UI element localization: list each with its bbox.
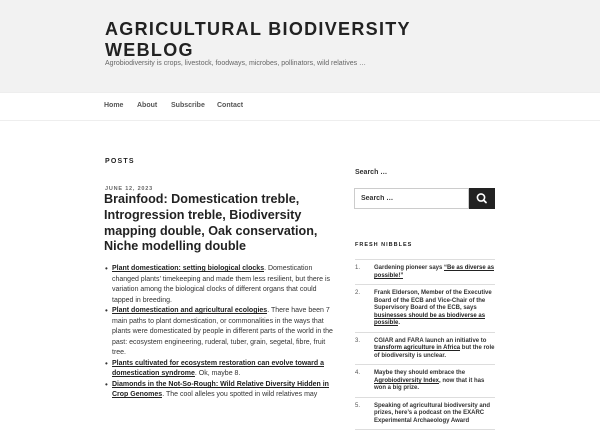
nibble-text: Speaking of agricultural biodiversity and prizes, here’s a podcast on the EXARC Experimental Archaeology Award xyxy=(374,403,490,424)
nibble-number: 1. xyxy=(355,265,360,273)
post-date[interactable]: JUNE 12, 2023 xyxy=(105,186,153,192)
fresh-nibbles-list xyxy=(355,259,495,430)
nibble-text: CGIAR and FARA launch an initiative to xyxy=(374,338,486,344)
nav-item-contact[interactable]: Contact xyxy=(217,102,243,109)
nibble-text: Maybe they should embrace the xyxy=(374,370,465,376)
post-item-text: . The cool alleles you spotted in wild relatives may xyxy=(162,391,317,398)
post-item-text: . Ok, maybe 8. xyxy=(195,370,241,377)
search-label: Search … xyxy=(355,169,387,176)
fresh-nibbles-title: FRESH NIBBLES xyxy=(355,242,412,248)
bullet-icon: • xyxy=(105,264,108,275)
nibble-text-after: . xyxy=(398,320,400,326)
search-button[interactable] xyxy=(469,188,495,209)
bullet-icon: • xyxy=(105,306,108,317)
list-item xyxy=(112,380,334,401)
nibble-text-after: , now that it has won a big prize. xyxy=(374,378,484,392)
list-item xyxy=(112,264,334,306)
nav-item-home[interactable]: Home xyxy=(104,102,123,109)
nibble-link[interactable]: Agrobiodiversity Index xyxy=(374,378,439,384)
post-title[interactable]: Brainfood: Domestication treble, Introgression treble, Biodiversity mapping double, Oak conservation, Niche modelling double xyxy=(104,192,334,255)
list-item xyxy=(112,306,334,359)
posts-heading: POSTS xyxy=(105,158,135,165)
post-item-link[interactable]: Diamonds in the Not-So-Rough: Wild Relative Diversity Hidden in Crop Genomes xyxy=(112,381,329,399)
list-item xyxy=(355,285,495,333)
list-item xyxy=(355,365,495,398)
post-item-text: . Domestication changed plants’ timekeeping and made them less resilient, but there is variation among the biological clocks of different organs that could tapped in breeding. xyxy=(112,265,330,304)
post-item-link[interactable]: Plants cultivated for ecosystem restoration can evolve toward a domestication syndrome xyxy=(112,360,324,378)
nibble-text-after: but the role of biodiversity is unclear. xyxy=(374,345,494,359)
bullet-icon: • xyxy=(105,380,108,391)
nibble-text: Gardening pioneer says xyxy=(374,265,444,271)
post-item-link[interactable]: Plant domestication and agricultural ecologies xyxy=(112,307,267,314)
nibble-number: 3. xyxy=(355,338,360,346)
nibble-link[interactable]: businesses should be as biodiverse as possible xyxy=(374,313,485,327)
site-header xyxy=(0,0,600,92)
search-input[interactable] xyxy=(354,188,469,209)
list-item xyxy=(355,333,495,366)
site-description: Agrobiodiversity is crops, livestock, foodways, microbes, pollinators, wild relatives … xyxy=(105,60,535,67)
bullet-icon: • xyxy=(105,359,108,370)
nibble-number: 2. xyxy=(355,290,360,298)
nav-item-subscribe[interactable]: Subscribe xyxy=(171,102,205,109)
post-item-text: . There have been 7 main paths to plant domestication, or commonalities in the ways that plants were domesticated by people in different parts of the world in the past: ecosystem engineering, ruderal, tuber, grain, segetal, fibre, fruit tree. xyxy=(112,307,333,356)
post-item-link[interactable]: Plant domestication: setting biological clocks xyxy=(112,265,264,272)
post-item-list xyxy=(112,264,334,401)
nibble-text: Frank Elderson, Member of the Executive Board of the ECB and Vice-Chair of the Supervisory Board of the ECB, says xyxy=(374,290,492,311)
nibble-number: 4. xyxy=(355,370,360,378)
nav-item-about[interactable]: About xyxy=(137,102,157,109)
list-item xyxy=(112,359,334,380)
list-item xyxy=(355,398,495,430)
nibble-number: 5. xyxy=(355,403,360,411)
main-navigation xyxy=(0,92,600,121)
nibble-link[interactable]: “Be as diverse as possible!” xyxy=(374,265,494,279)
search-icon xyxy=(469,188,495,209)
site-title[interactable]: AGRICULTURAL BIODIVERSITY WEBLOG xyxy=(105,19,445,61)
list-item xyxy=(355,260,495,285)
nibble-link[interactable]: transform agriculture in Africa xyxy=(374,345,460,351)
